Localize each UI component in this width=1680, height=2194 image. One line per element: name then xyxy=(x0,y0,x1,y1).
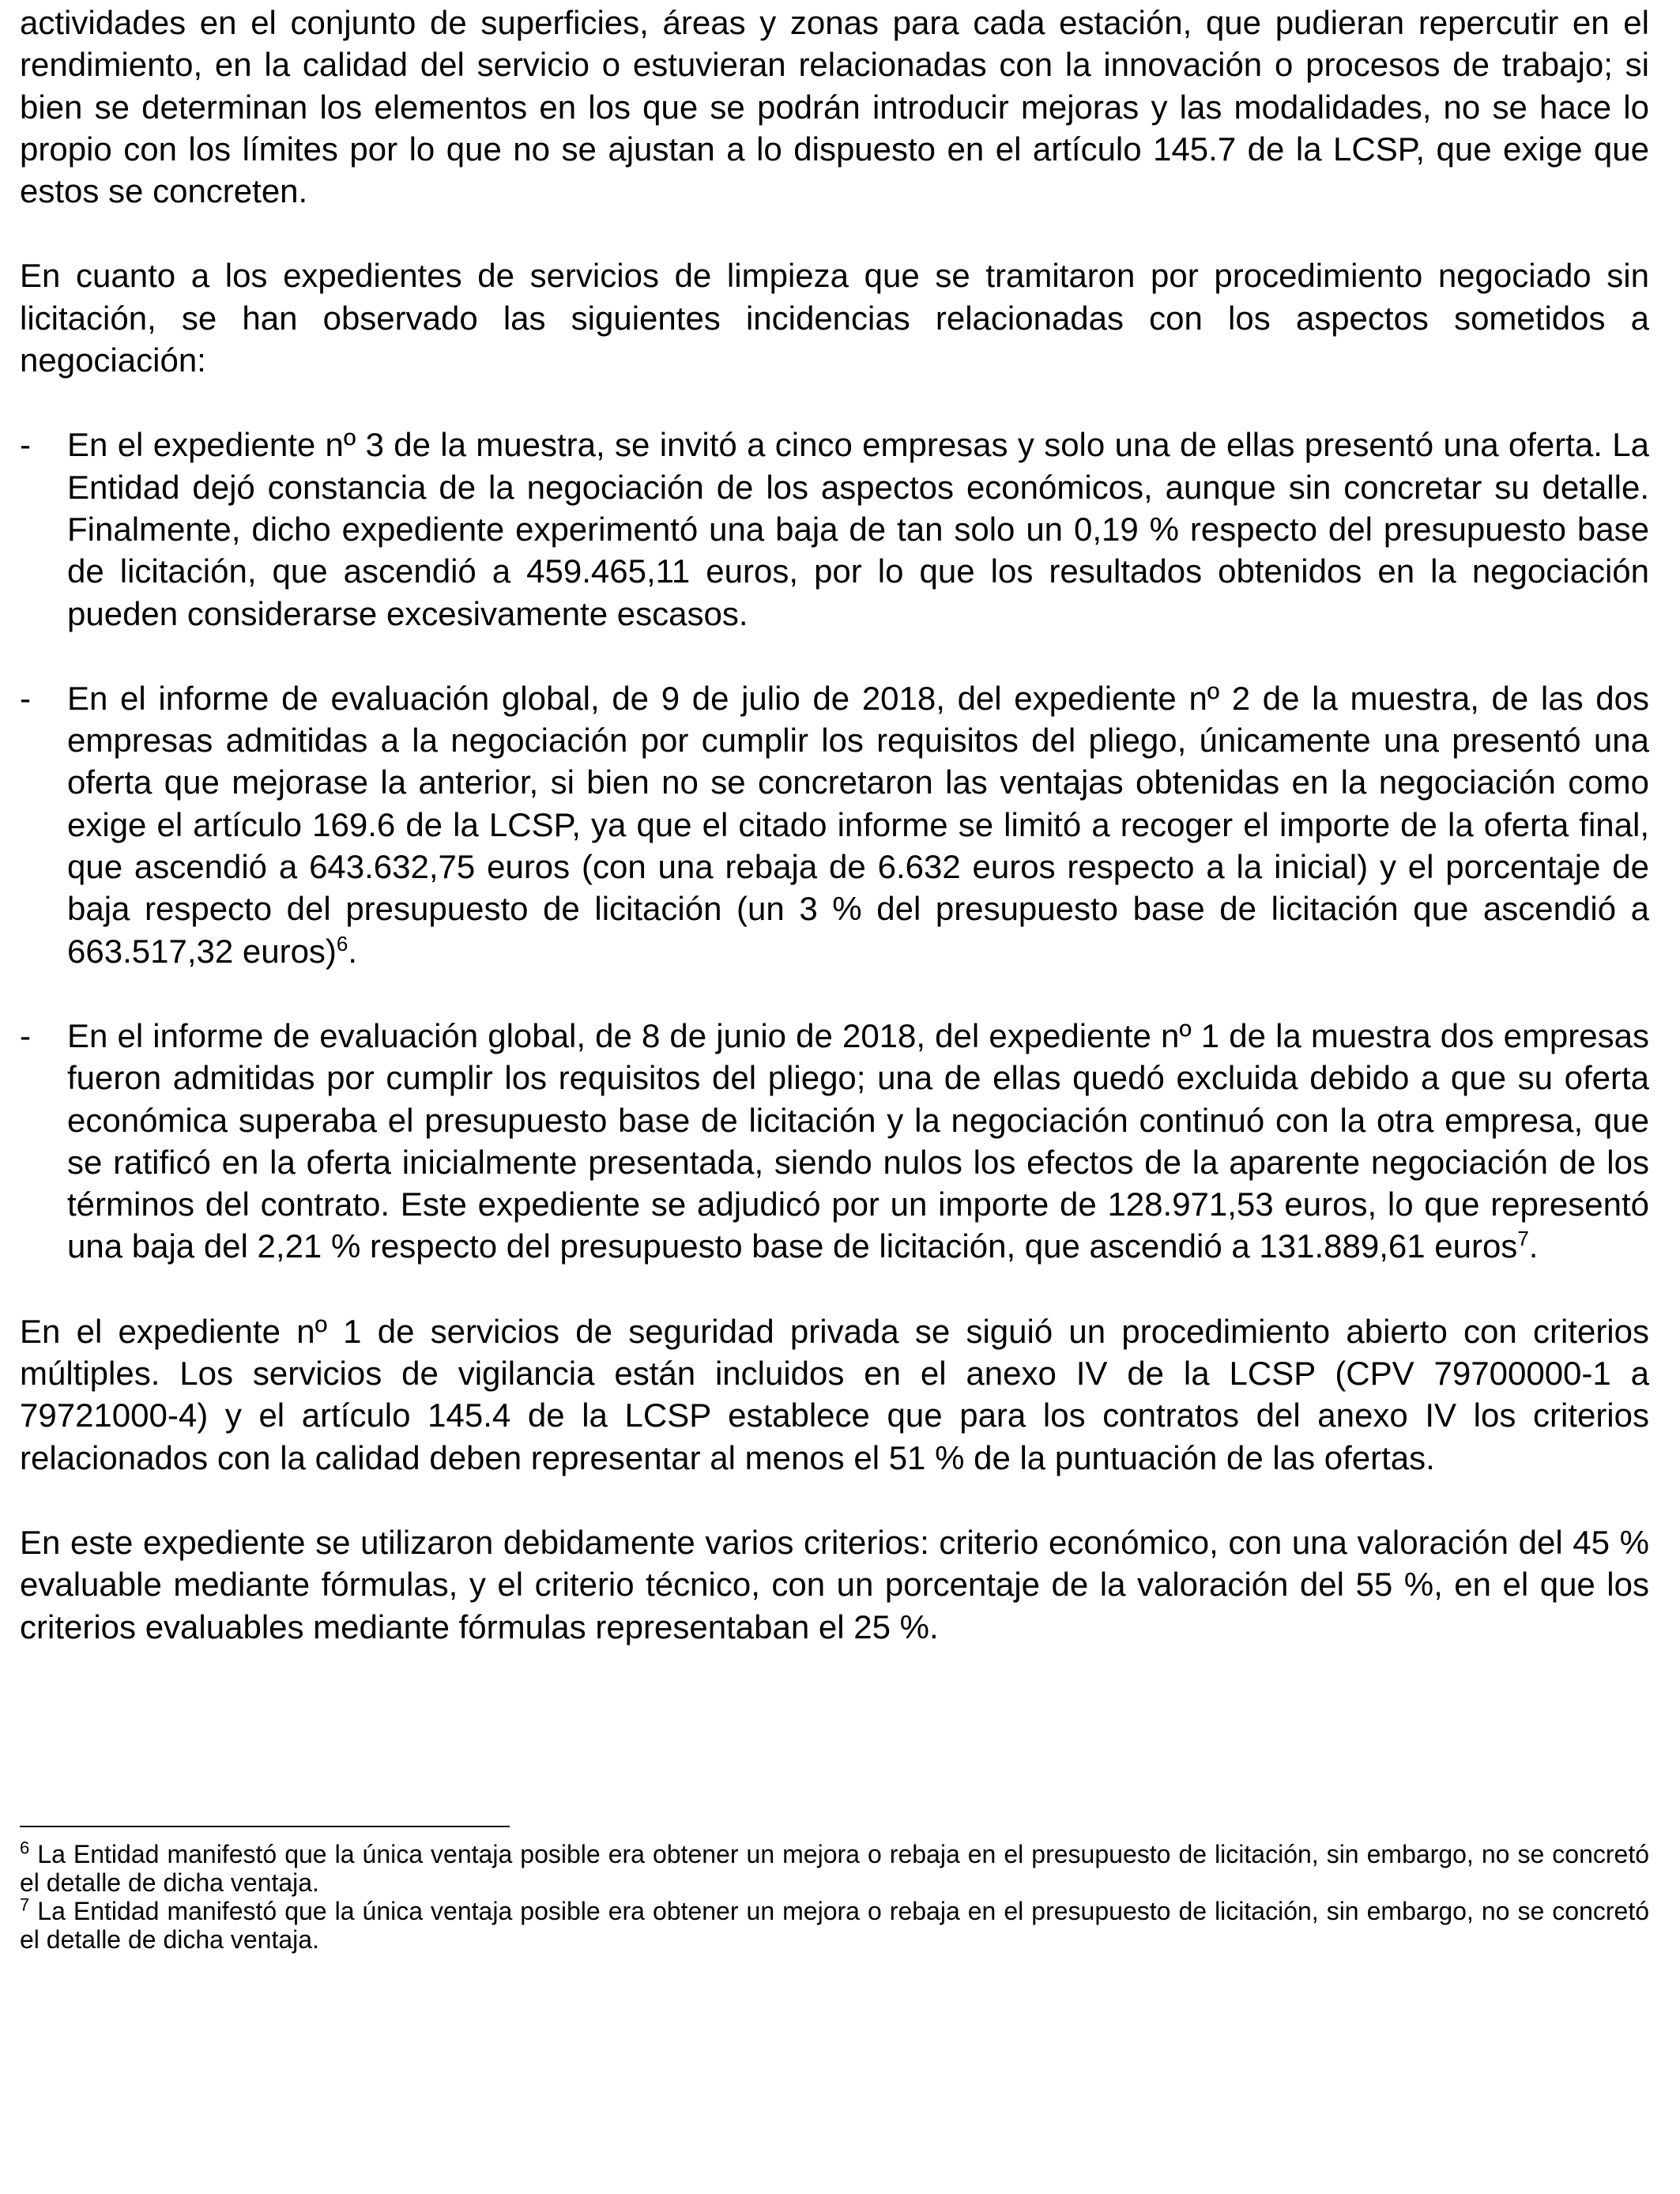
document-body xyxy=(20,2,1649,1648)
bullet-dash: - xyxy=(20,679,31,717)
footnote-mark: 7 xyxy=(20,1894,30,1915)
bullet-text: En el informe de evaluación global, de 8 de junio de 2018, del expediente nº 1 de la muestra dos empresas fueron admitidas por cumplir los requisitos del pliego; una de ellas quedó excluida debido a que su oferta económica superaba el presupuesto base de licitación y la negociación continuó con la otra empresa, que se ratificó en la oferta inicialmente presentada, siendo nulos los efectos de la aparente negociación de los términos del contrato. Este expediente se adjudicó por un importe de 128.971,53 euros, lo que representó una baja del 2,21 % respecto del presupuesto base de licitación, que ascendió a 131.889,61 euros xyxy=(67,1016,1649,1265)
bullet-item-expediente-1 xyxy=(20,1015,1649,1268)
footnote-text: La Entidad manifestó que la única ventaja posible era obtener un mejora o rebaja en el presupuesto de licitación, sin embargo, no se concretó el detalle de dicha ventaja. xyxy=(20,1840,1649,1897)
bullet-item-expediente-2 xyxy=(20,677,1649,972)
footnote-6 xyxy=(20,1840,1649,1897)
bullet-item-expediente-3 xyxy=(20,424,1649,634)
bullet-text: En el informe de evaluación global, de 9 de julio de 2018, del expediente nº 2 de la muestra, de las dos empresas admitidas a la negociación por cumplir los requisitos del pliego, únicamente una presentó una oferta que mejorase la anterior, si bien no se concretaron las ventajas obtenidas en la negociación como exige el artículo 169.6 de la LCSP, ya que el citado informe se limitó a recoger el importe de la oferta final, que ascendió a 643.632,75 euros (con una rebaja de 6.632 euros respecto a la inicial) y el porcentaje de baja respecto del presupuesto de licitación (un 3 % del presupuesto base de licitación que ascendió a 663.517,32 euros) xyxy=(67,679,1649,970)
bullet-dash: - xyxy=(20,426,31,464)
paragraph-continuation: actividades en el conjunto de superficies, áreas y zonas para cada estación, que pudieran repercutir en el rendimiento, en la calidad del servicio o estuvieran relacionadas con la innovación o procesos de trabajo; si bien se determinan los elementos en los que se podrán introducir mejoras y las modalidades, no se hace lo propio con los límites por lo que no se ajustan a lo dispuesto en el artículo 145.7 de la LCSP, que exige que estos se concreten. xyxy=(20,4,1649,210)
paragraph-security-services: En el expediente nº 1 de servicios de seguridad privada se siguió un procedimiento abierto con criterios múltiples. Los servicios de vigilancia están incluidos en el anexo IV de la LCSP (CPV 79700000-1 a 79721000-4) y el artículo 145.4 de la LCSP establece que para los contratos del anexo IV los criterios relacionados con la calidad deben representar al menos el 51 % de la puntuación de las ofertas. xyxy=(20,1312,1649,1476)
footnote-mark: 6 xyxy=(20,1838,30,1858)
footnote-reference-7[interactable]: 7 xyxy=(1517,1227,1529,1251)
bullet-dash: - xyxy=(20,1016,31,1054)
bullet-text: En el expediente nº 3 de la muestra, se invitó a cinco empresas y solo una de ellas presentó una oferta. La Entidad dejó constancia de la negociación de los aspectos económicos, aunque sin concretar su detalle. Finalmente, dicho expediente experimentó una baja de tan solo un 0,19 % respecto del presupuesto base de licitación, que ascendió a 459.465,11 euros, por lo que los resultados obtenidos en la negociación pueden considerarse excesivamente escasos. xyxy=(67,426,1649,632)
footnote-reference-6[interactable]: 6 xyxy=(336,931,348,956)
footnote-separator xyxy=(20,1826,510,1827)
paragraph-criteria: En este expediente se utilizaron debidamente varios criterios: criterio económico, con una valoración del 45 % evaluable mediante fórmulas, y el criterio técnico, con un porcentaje de la valoración del 55 %, en el que los criterios evaluables mediante fórmulas representaban el 25 %. xyxy=(20,1523,1649,1646)
footnote-text: La Entidad manifestó que la única ventaja posible era obtener un mejora o rebaja en el presupuesto de licitación, sin embargo, no se concretó el detalle de dicha ventaja. xyxy=(20,1897,1649,1954)
footnote-7 xyxy=(20,1894,1649,1954)
paragraph-cleaning-services-intro: En cuanto a los expedientes de servicios de limpieza que se tramitaron por procedimiento negociado sin licitación, se han observado las siguientes incidencias relacionadas con los aspectos sometidos a negociación: xyxy=(20,257,1649,379)
bullet-end: . xyxy=(1528,1227,1539,1265)
bullet-end: . xyxy=(348,932,358,970)
footnotes xyxy=(20,1840,1649,1954)
